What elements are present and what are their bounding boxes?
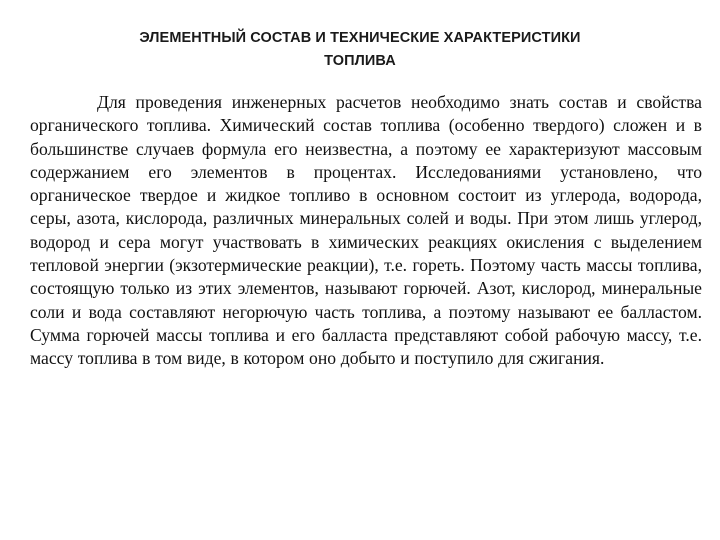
slide-title-line-1: ЭЛЕМЕНТНЫЙ СОСТАВ И ТЕХНИЧЕСКИЕ ХАРАКТЕРИСТИКИ bbox=[139, 30, 581, 46]
slide-title bbox=[60, 27, 660, 73]
body-paragraph: Для проведения инженерных расчетов необходимо знать состав и свойства органического топлива. Химический состав топлива (особенно твердого) сложен и в большинстве случаев формула его неизвестна, а поэтому ее характеризуют массовым содержанием его элементов в процентах. Исследованиями установлено, что органическое твердое и жидкое топливо в основном состоит из углерода, водорода, серы, азота, кислорода, различных минеральных солей и воды. При этом лишь углерод, водород и сера могут участвовать в химических реакциях окисления с выделением тепловой энергии (экзотермические реакции), т.е. гореть. Поэтому часть массы топлива, состоящую только из этих элементов, называют горючей. Азот, кислород, минеральные соли и вода составляют негорючую часть топлива, а поэтому называют ее балластом. Сумма горючей массы топлива и его балласта представляют собой рабочую массу, т.е. массу топлива в том виде, в котором оно добыто и поступило для сжигания. bbox=[30, 92, 702, 369]
slide-title-line-2: ТОПЛИВА bbox=[324, 53, 396, 69]
